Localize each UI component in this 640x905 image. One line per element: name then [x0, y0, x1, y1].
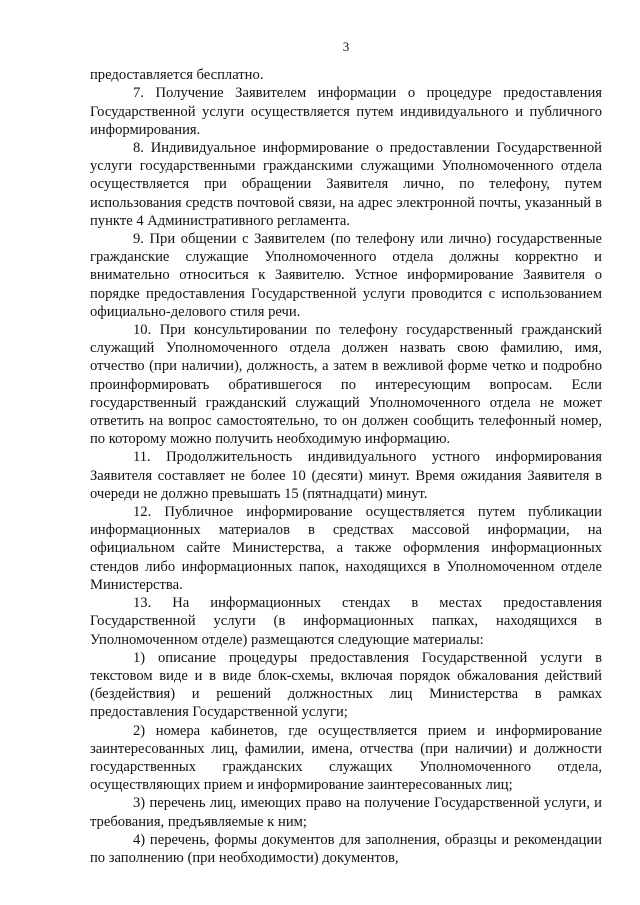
list-item-2: 2) номера кабинетов, где осуществляется прием и информирование заинтересованных лиц, фамилии, имена, отчества (при наличии) и должности государственных гражданских служащих Уполномоченного отдела, осуществляющих прием и информирование заинтересованных лиц;: [90, 722, 602, 794]
page-number: 3: [342, 39, 350, 54]
list-item-3: 3) перечень лиц, имеющих право на получение Государственной услуги, и требования, предъявляемые к ним;: [90, 795, 602, 830]
paragraph-11: 11. Продолжительность индивидуального устного информирования Заявителя составляет не более 10 (десяти) минут. Время ожидания Заявителя в очереди не должно превышать 15 (пятнадцати) минут.: [90, 449, 602, 502]
paragraph-8: 8. Индивидуальное информирование о предоставлении Государственной услуги государственными гражданскими служащими Уполномоченного отдела осуществляется при обращении Заявителя лично, по телефону, путем использования средств почтовой связи, на адрес электронной почты, указанный в пункте 4 Административного регламента.: [90, 140, 602, 229]
paragraph-12: 12. Публичное информирование осуществляется путем публикации информационных материалов в средствах массовой информации, на официальном сайте Министерства, а также оформления информационных стендов либо информационных папок, находящихся в Уполномоченном отделе Министерства.: [90, 504, 602, 593]
list-item-4: 4) перечень, формы документов для заполнения, образцы и рекомендации по заполнению (при необходимости) документов,: [90, 831, 602, 866]
paragraph-7: 7. Получение Заявителем информации о процедуре предоставления Государственной услуги осуществляется путем индивидуального и публичного информирования.: [90, 85, 602, 138]
paragraph-9: 9. При общении с Заявителем (по телефону или лично) государственные гражданские служащие Уполномоченного отдела должны корректно и внимательно относиться к Заявителю. Устное информирование Заявителя о порядке предоставления Государственной услуги проводится с использованием официально-делового стиля речи.: [90, 231, 602, 320]
list-item-1: 1) описание процедуры предоставления Государственной услуги в текстовом виде и в виде блок-схемы, включая порядок обжалования действий (бездействия) и решений должностных лиц Министерства в рамках предоставления Государственной услуги;: [90, 649, 602, 721]
paragraph-continuation: предоставляется бесплатно.: [90, 67, 264, 84]
paragraph-13: 13. На информационных стендах в местах предоставления Государственной услуги (в информационных папках, находящихся в Уполномоченном отделе) размещаются следующие материалы:: [90, 595, 602, 648]
document-page: [90, 38, 602, 867]
paragraph-10: 10. При консультировании по телефону государственный гражданский служащий Уполномоченного отдела должен назвать свою фамилию, имя, отчество (при наличии), должность, а затем в вежливой форме четко и подробно проинформировать обратившегося по интересующим вопросам. Если государственный гражданский служащий Уполномоченного отдела не может ответить на вопрос самостоятельно, то он должен сообщить телефонный номер, по которому можно получить необходимую информацию.: [90, 322, 602, 448]
